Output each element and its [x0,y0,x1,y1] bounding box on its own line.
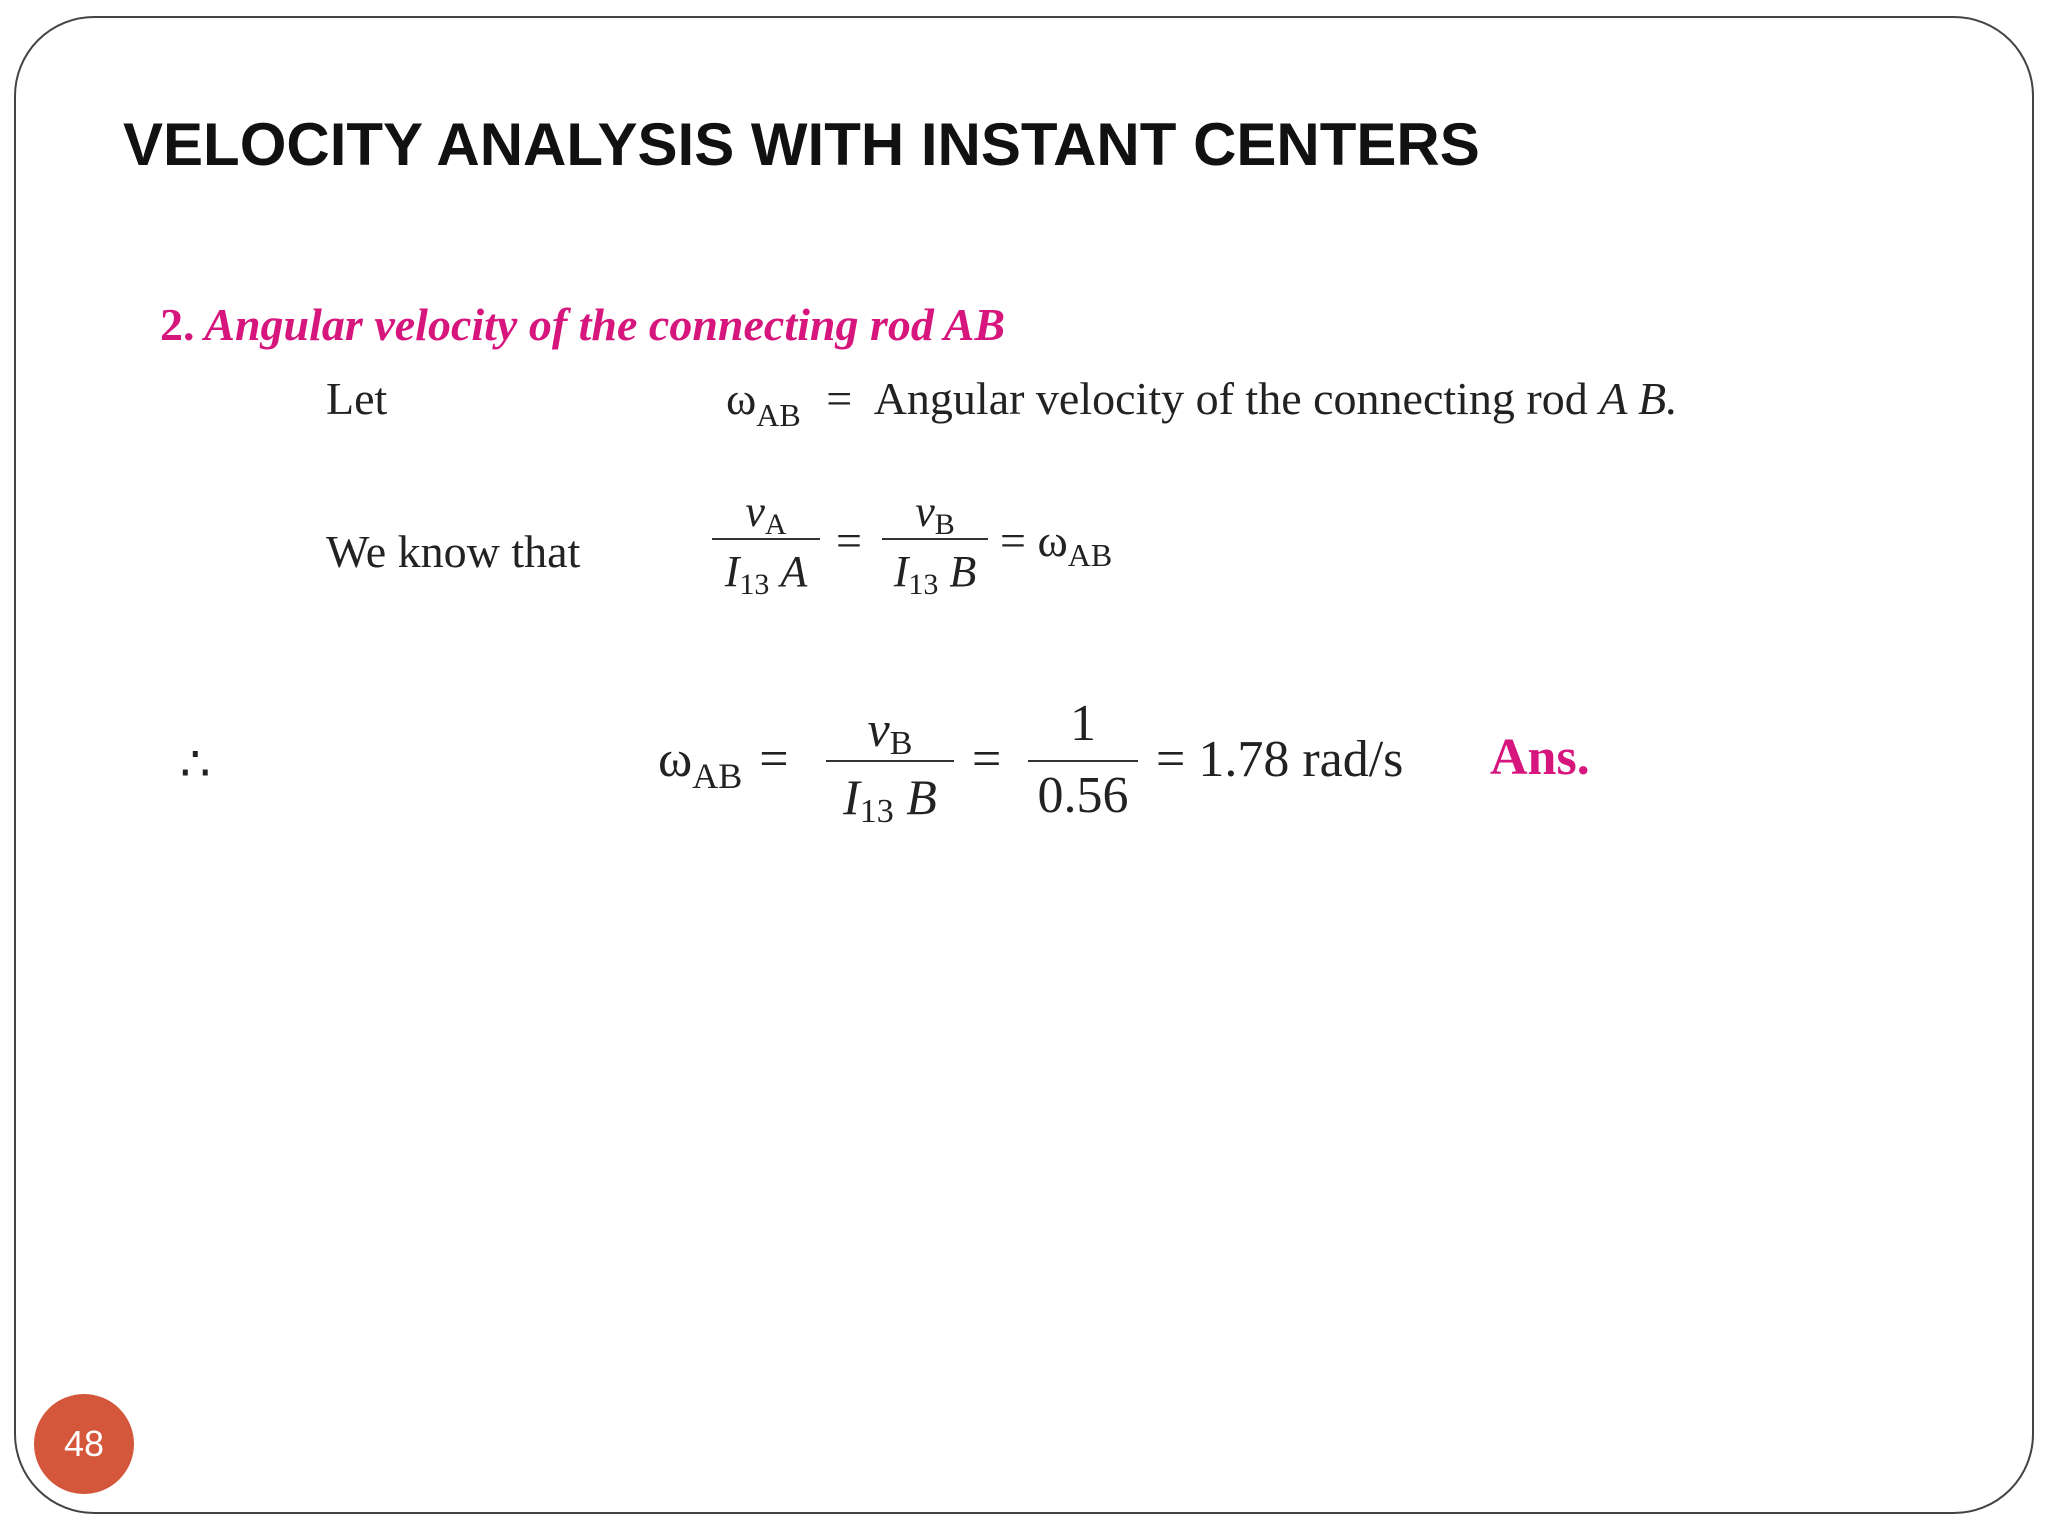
result-value: = 1.78 rad/s [1156,731,1404,788]
omega-subscript: AB [692,756,743,796]
omega-subscript: AB [756,397,801,433]
frac-denominator-point: B [949,547,977,596]
relation-lead: We know that [326,526,581,577]
result-lhs [658,730,789,796]
rod-label: A B. [1599,373,1678,424]
answer-label: Ans. [1490,729,1590,786]
fraction-bar [1028,760,1138,762]
fraction-one-over-056 [1028,694,1138,825]
frac-denominator-sub: 13 [859,793,894,830]
section-number: 2. [160,299,195,350]
equals-sign: = [972,731,1002,788]
fraction-vb-over-i13b [882,486,988,601]
frac-numerator-sub: B [934,508,955,541]
slide-frame [14,16,2034,1514]
equals-sign: = [759,731,789,788]
frac-denominator-point: A [780,547,808,596]
section-heading-text: Angular velocity of the connecting rod AB [204,299,1006,350]
omega-symbol: ω [726,373,757,424]
frac-numerator-sub: B [889,725,913,762]
definition-lead: Let [326,373,388,424]
frac-denominator-point: B [906,769,937,825]
frac-denominator-var: I [893,547,909,596]
frac-numerator-var: v [915,487,935,536]
omega-subscript: AB [1067,537,1113,573]
equals-sign: = [1000,515,1026,566]
slide-title: VELOCITY ANALYSIS WITH INSTANT CENTERS [123,111,1480,178]
section-heading [160,298,1005,351]
therefore-symbol: ∴ [180,738,211,791]
frac-denominator-var: I [724,547,740,596]
fraction-vb-over-i13b-result [826,700,954,830]
page-number-badge: 48 [34,1394,134,1494]
frac-numerator-sub: A [764,508,787,541]
frac-numerator: 1 [1070,695,1096,752]
frac-numerator-var: v [867,701,890,757]
frac-denominator: 0.56 [1037,767,1129,824]
relation-result [1000,514,1113,573]
frac-numerator-var: v [745,487,765,536]
frac-denominator-var: I [843,769,860,825]
omega-symbol: ω [1037,515,1068,566]
definition-text: Angular velocity of the connecting rod [873,373,1588,424]
equals-sign: = [826,373,853,424]
definition-equation [726,372,1678,433]
fraction-va-over-i13a [712,486,820,601]
equals-sign: = [836,515,862,566]
frac-denominator-sub: 13 [908,568,939,601]
frac-denominator-sub: 13 [739,568,770,601]
omega-symbol: ω [658,731,693,788]
